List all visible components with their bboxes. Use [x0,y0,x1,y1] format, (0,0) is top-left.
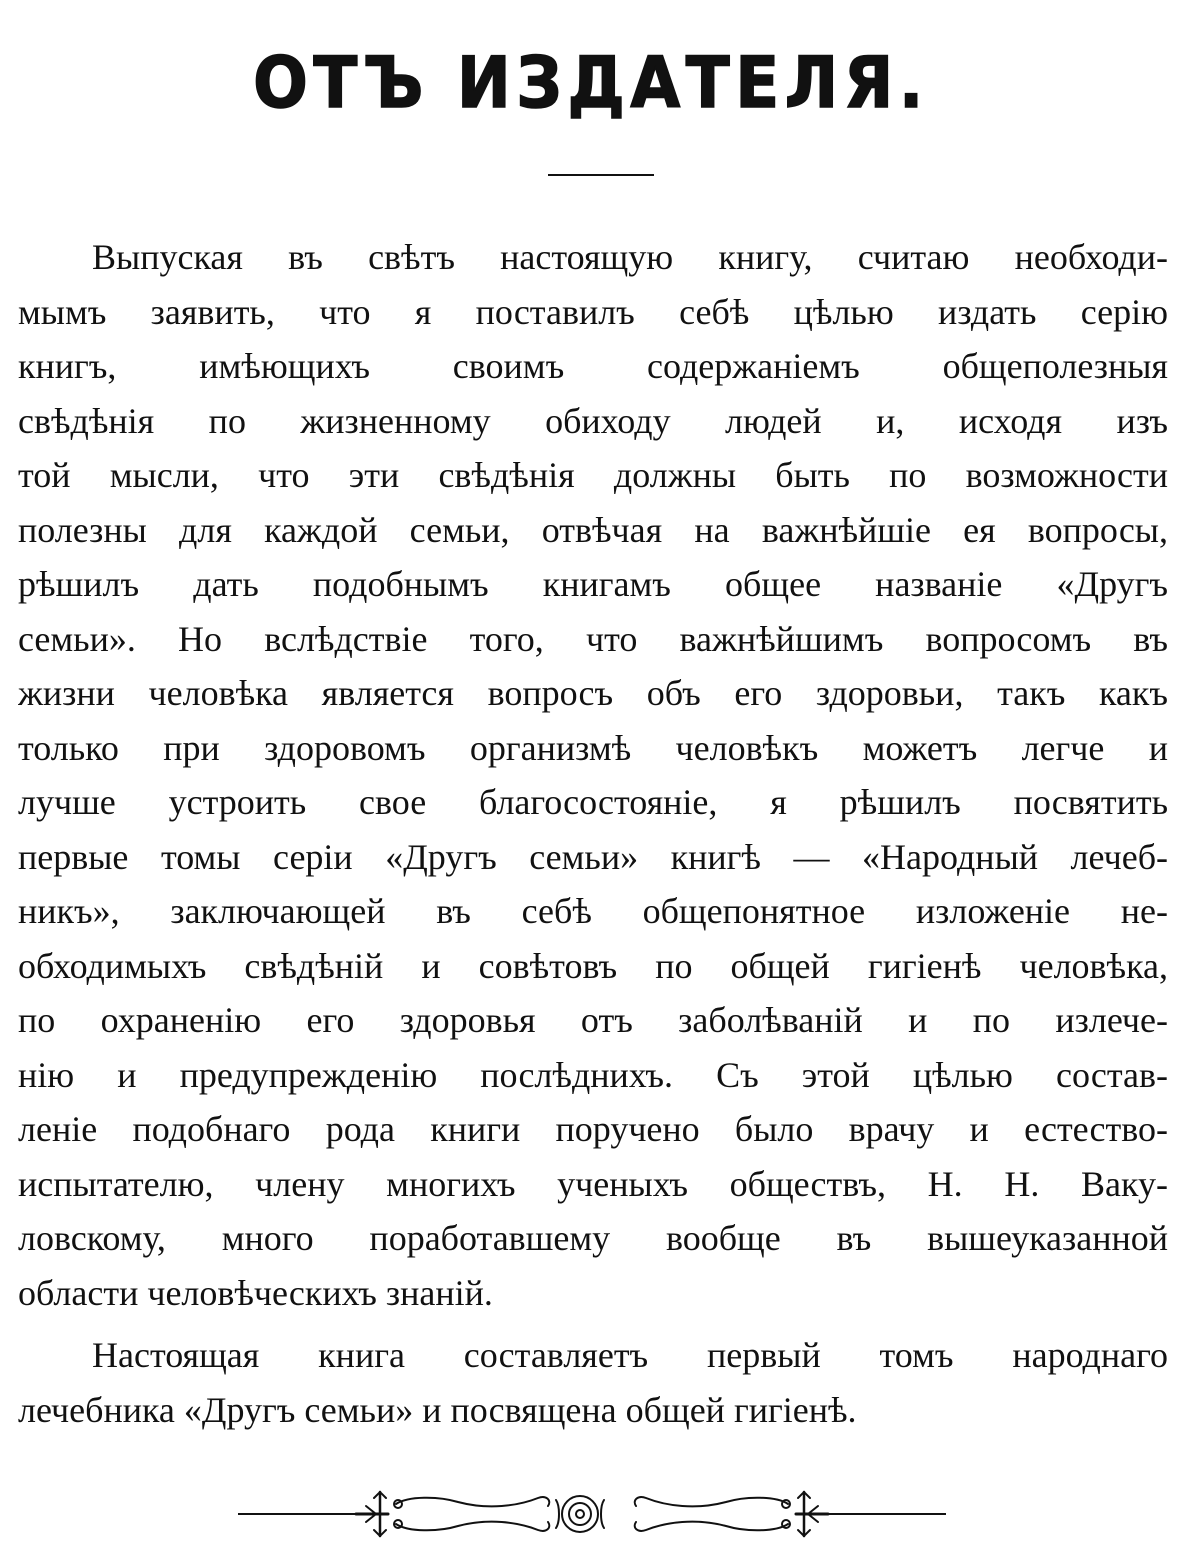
text-line: области человѣческихъ знаній. [18,1272,493,1313]
text-line: испытателю, члену многихъ ученыхъ обществъ, Н. Н. Ваку- [18,1163,1168,1204]
text-line: Настоящая книга составляетъ первый томъ народнаго [92,1335,1168,1375]
text-line: только при здоровомъ организмѣ человѣкъ можетъ легче и [18,727,1168,768]
paragraph-1 [18,230,1168,1320]
text-line: жизни человѣка является вопросъ объ его здоровьи, такъ какъ [18,673,1168,713]
paragraph-2 [18,1328,1168,1437]
text-line: той мысли, что эти свѣдѣнія должны быть по возможности [18,455,1168,495]
title-rule [548,174,654,176]
text-line: никъ», заключающей въ себѣ общепонятное изложеніе не- [18,891,1168,931]
body-text [18,230,1168,1437]
text-line: полезны для каждой семьи, отвѣчая на важнѣйшіе ея вопросы, [18,509,1168,550]
text-line: ловскому, много поработавшему вообще въ вышеуказанной [18,1218,1168,1258]
text-line: свѣдѣнія по жизненному обиходу людей и, исходя изъ [18,400,1168,441]
ornament-divider-icon [238,1478,946,1548]
text-line: Выпуская въ свѣтъ настоящую книгу, считаю необходи- [92,237,1168,277]
text-line: леніе подобнаго рода книги поручено было врачу и естество- [18,1109,1168,1149]
text-line: лечебника «Другъ семьи» и посвящена общей гигіенѣ. [18,1389,857,1430]
text-line: лучше устроить свое благосостояніе, я рѣшилъ посвятить [18,782,1168,822]
text-line: первые томы серіи «Другъ семьи» книгѣ — «Народный лечеб- [18,836,1168,877]
text-line: рѣшилъ дать подобнымъ книгамъ общее названіе «Другъ [18,564,1168,604]
text-line: книгъ, имѣющихъ своимъ содержаніемъ общеполезныя [18,346,1168,386]
text-line: мымъ заявить, что я поставилъ себѣ цѣлью издать серію [18,291,1168,332]
paragraph-gap [18,1320,1168,1328]
text-line: нію и предупрежденію послѣднихъ. Съ этой цѣлью состав- [18,1054,1168,1095]
text-line: семьи». Но вслѣдствіе того, что важнѣйшимъ вопросомъ въ [18,618,1168,659]
text-line: обходимыхъ свѣдѣній и совѣтовъ по общей гигіенѣ человѣка, [18,945,1168,986]
text-line: по охраненію его здоровья отъ заболѣваній и по излече- [18,1000,1168,1040]
page-title: ОТЪ ИЗДАТЕЛЯ. [253,42,929,124]
